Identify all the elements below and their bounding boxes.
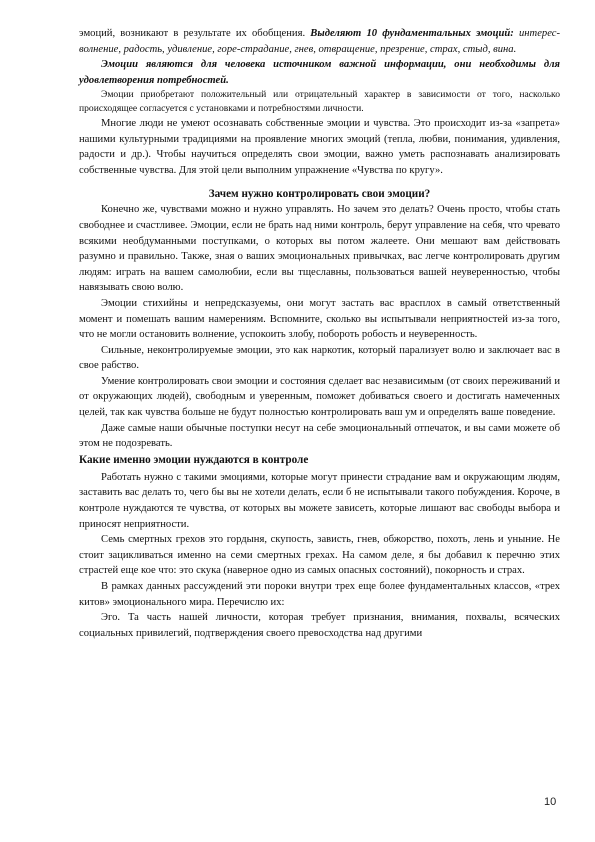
section1-paragraph: Даже самые наши обычные поступки несут на себе эмоциональный отпечаток, и вы сами можете об этом не подозревать. — [79, 422, 560, 450]
intro-paragraph-4: Многие люди не умеют осознавать собственные эмоции и чувства. Это происходит из-за «запрета» нашими культурными традициями на проявление многих эмоций (тепла, любви, понимания, удивления, радости и др.). Чтобы научиться определять свои эмоции, важно уметь распознавать анализировать собственные чувства. Для этой цели выполним упражнение «Чувства по кругу». — [79, 117, 560, 176]
intro-emphasis: Выделяют 10 фундаментальных эмоций: — [310, 28, 514, 39]
section1-paragraph: Умение контролировать свои эмоции и состояния сделает вас независимым (от своих переживаний и от окружающих людей), свободным и уверенным, поможет добиваться своего и достигать намеченных целей, так как чувства больше не будут полностью контролировать ваш ум и определять ваше поведение. — [79, 375, 560, 419]
section2-paragraph: Семь смертных грехов это гордыня, скупость, зависть, гнев, обжорство, похоть, лень и уныние. Не стоит зацикливаться именно на семи смертных грехах. На самом деле, я бы добавил к перечню этих страстей еще кое что: это скука (наверное одно из самых опасных состояний), покорность и страх. — [79, 534, 560, 577]
page-number: 10 — [544, 796, 557, 808]
section1-paragraph: Сильные, неконтролируемые эмоции, это как наркотик, который парализует волю и заключает вас в свое рабство. — [79, 344, 560, 372]
intro-text: эмоций, возникают в результате их обобщения. — [79, 28, 311, 39]
section2-paragraph: Эго. Та часть нашей личности, которая требует признания, внимания, похвалы, всяческих социальных привилегий, подтверждения своего превосходства над другими — [79, 612, 560, 639]
intro-paragraph-1 — [79, 26, 560, 57]
section-heading-which-emotions: Какие именно эмоции нуждаются в контроле — [79, 453, 309, 466]
section2-paragraph: В рамках данных рассуждений эти пороки внутри трех еще более фундаментальных классов, «трех китов» эмоционального мира. Перечислю их: — [79, 581, 560, 608]
section1-paragraph: Конечно же, чувствами можно и нужно управлять. Но зачем это делать? Очень просто, чтобы стать свободнее и счастливее. Эмоции, если не брать над ними контроль, берут управление на себя, что чревато всякими необдуманными поступками, о которых вы потом жалеете. Они мешают вам действовать разумно и правильно. Также, зная о ваших эмоциональных привычках, вас легче контролировать другим людям: играть на вашем самолюбии, если вы тщеславны, пользоваться вашей неуверенностью, чтобы навязывать свою волю. — [79, 204, 560, 294]
document-page — [79, 26, 560, 641]
intro-paragraph-3: Эмоции приобретают положительный или отрицательный характер в зависимости от того, насколько происходящее согласуется с установками и потребностями личности. — [79, 89, 560, 115]
section-heading-why-control: Зачем нужно контролировать свои эмоции? — [208, 188, 431, 201]
emotions-list: интерес-волнение, радость, удивление, горе-страдание, гнев, отвращение, презрение, страх, стыд, вина. — [79, 28, 560, 55]
section2-paragraph: Работать нужно с такими эмоциями, которые могут принести страдание вам и окружающим людям, заставить вас делать то, чего бы вы не хотели делать, если б не испытывали такого побуждения. Короче, в контроле нуждаются те чувства, от которых вы можете зависеть, которые лишают вас свободы выбора и приносят неприятности. — [79, 471, 560, 530]
section1-paragraph: Эмоции стихийны и непредсказуемы, они могут застать вас врасплох в самый ответственный момент и помешать вашим намерениям. Вспомните, сколько вы испытывали неприятностей из-за того, что не могли остановить волнение, успокоить злобу, побороть робость и неуверенность. — [79, 297, 560, 341]
intro-paragraph-2: Эмоции являются для человека источником важной информации, они необходимы для удовлетворения потребностей. — [79, 59, 560, 86]
